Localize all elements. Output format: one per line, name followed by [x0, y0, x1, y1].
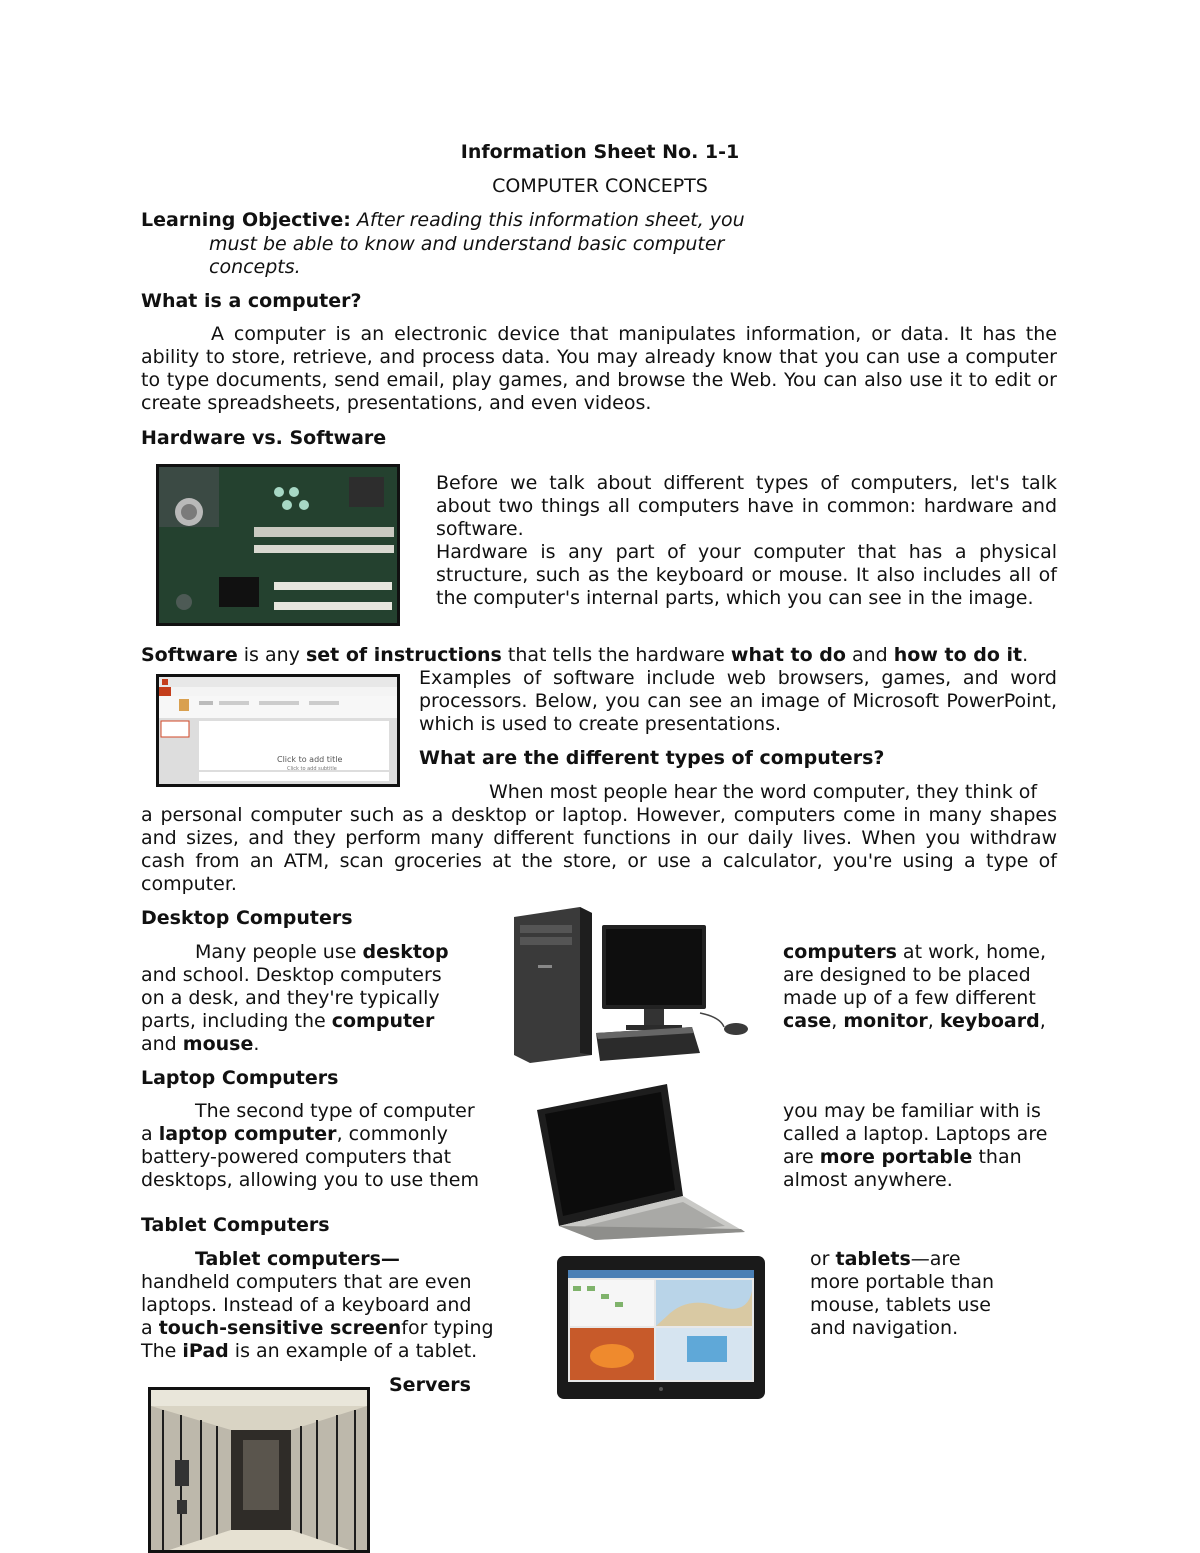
- powerpoint-image: [156, 674, 400, 787]
- hw-para1: Before we talk about different types of computers, let's talk about two things all computers have in common: hardware and software.: [436, 472, 1057, 540]
- software-text-1: is any: [237, 644, 306, 666]
- laptop-heading: Laptop Computers: [141, 1067, 339, 1089]
- desktop-r4e: keyboard: [939, 1010, 1040, 1032]
- laptop-r2: called a laptop. Laptops are: [783, 1123, 1048, 1145]
- types-paragraph: a personal computer such as a desktop or laptop. However, computers come in many shapes and sizes, and they perform many different functions in our daily lives. When you withdraw cash from an ATM, scan groceries at the store, or use a calculator, you're using a type of computer.: [141, 804, 1057, 895]
- desktop-l1b: desktop: [362, 941, 449, 963]
- laptop-r3a: are: [783, 1146, 820, 1168]
- desktop-l5c: .: [253, 1033, 260, 1055]
- software-definition: [141, 644, 1057, 667]
- laptop-left-text: [141, 1100, 511, 1192]
- tablet-r3: mouse, tablets use: [810, 1294, 991, 1316]
- laptop-image: [535, 1082, 750, 1240]
- what-is-paragraph: A computer is an electronic device that manipulates information, or data. It has the ability to store, retrieve, and process data. You may already know that you can use a computer to type documents, send email, play games, and browse the Web. You can also use it to edit or create spreadsheets, presentations, and even videos.: [141, 323, 1057, 414]
- software-text-3: and: [845, 644, 894, 666]
- how-to-do-it: how to do it: [893, 644, 1023, 666]
- tablet-image: [557, 1256, 765, 1399]
- desktop-r2: are designed to be placed: [783, 964, 1031, 986]
- tablet-r1c: —are: [910, 1248, 961, 1270]
- desktop-r4a: case: [783, 1010, 832, 1032]
- objective-line2: must be able to know and understand basic computer: [209, 233, 725, 255]
- tablet-l5b: iPad: [182, 1340, 229, 1362]
- laptop-r3b: more portable: [819, 1146, 973, 1168]
- tablet-l3: laptops. Instead of a keyboard and: [141, 1294, 472, 1316]
- objective-line1: After reading this information sheet, you: [356, 209, 745, 231]
- laptop-right-text: [783, 1100, 1073, 1192]
- what-to-do: what to do: [730, 644, 846, 666]
- server-image: [148, 1387, 370, 1553]
- tablet-r2: more portable than: [810, 1271, 995, 1293]
- tablet-r4: and navigation.: [810, 1317, 959, 1339]
- desktop-r4b: ,: [831, 1010, 844, 1032]
- types-line1: When most people hear the word computer, they think of: [489, 781, 1038, 803]
- desktop-l2: and school. Desktop computers: [141, 964, 442, 986]
- tablet-right-text: [810, 1248, 1080, 1340]
- tablet-left-text: [141, 1248, 521, 1363]
- tablet-l5c: is an example of a tablet.: [228, 1340, 478, 1362]
- desktop-r3: made up of a few different: [783, 987, 1036, 1009]
- desktop-l4b: computer: [331, 1010, 435, 1032]
- desktop-l5b: mouse: [182, 1033, 254, 1055]
- what-is-heading: What is a computer?: [141, 290, 362, 312]
- desktop-heading: Desktop Computers: [141, 907, 353, 929]
- document-subtitle: COMPUTER CONCEPTS: [492, 175, 708, 197]
- laptop-l2b: laptop computer: [158, 1123, 337, 1145]
- desktop-l1a: Many people use: [195, 941, 363, 963]
- desktop-r4c: monitor: [843, 1010, 928, 1032]
- laptop-r3c: than: [972, 1146, 1022, 1168]
- laptop-l1: The second type of computer: [195, 1100, 475, 1122]
- tablet-r1a: or: [810, 1248, 836, 1270]
- tablet-l4c: for typing: [401, 1317, 494, 1339]
- desktop-r1a: computers: [783, 941, 897, 963]
- desktop-right-text: [783, 941, 1073, 1033]
- software-text-4: .: [1022, 644, 1029, 666]
- desktop-r4f: ,: [1039, 1010, 1046, 1032]
- desktop-l5a: and: [141, 1033, 183, 1055]
- desktop-r1b: at work, home,: [896, 941, 1047, 963]
- desktop-left-text: [141, 941, 501, 1056]
- laptop-l3: battery-powered computers that: [141, 1146, 452, 1168]
- objective-label: Learning Objective:: [141, 209, 351, 231]
- desktop-image: [510, 905, 760, 1065]
- tablet-heading: Tablet Computers: [141, 1214, 330, 1236]
- tablet-l2: handheld computers that are even: [141, 1271, 472, 1293]
- tablet-l1: Tablet computers—: [195, 1248, 400, 1270]
- desktop-l3: on a desk, and they're typically: [141, 987, 440, 1009]
- motherboard-image: [156, 464, 400, 626]
- set-of-instructions: set of instructions: [305, 644, 502, 666]
- sheet-title: Information Sheet No. 1-1: [460, 141, 740, 163]
- hw-sw-heading: Hardware vs. Software: [141, 427, 387, 449]
- hw-para2: Hardware is any part of your computer that has a physical structure, such as the keyboard or mouse. It also includes all of the computer's internal parts, which you can see in the image.: [436, 541, 1057, 609]
- types-heading: What are the different types of computers?: [419, 747, 885, 769]
- tablet-l5a: The: [141, 1340, 183, 1362]
- desktop-r4d: ,: [927, 1010, 940, 1032]
- tablet-l4b: touch-sensitive screen: [158, 1317, 402, 1339]
- tablet-l4a: a: [141, 1317, 159, 1339]
- software-word: Software: [141, 644, 238, 666]
- objective-line3: concepts.: [209, 256, 301, 278]
- laptop-r4: almost anywhere.: [783, 1169, 953, 1191]
- laptop-l2c: , commonly: [336, 1123, 448, 1145]
- ppt-title-placeholder: Click to add title: [277, 755, 343, 764]
- software-text-2: that tells the hardware: [501, 644, 731, 666]
- tablet-r1b: tablets: [835, 1248, 911, 1270]
- learning-objective: [141, 209, 821, 232]
- laptop-l2a: a: [141, 1123, 159, 1145]
- software-para: Examples of software include web browsers, games, and word processors. Below, you can see an image of Microsoft PowerPoint, which is used to create presentations.: [419, 667, 1057, 735]
- desktop-l4a: parts, including the: [141, 1010, 332, 1032]
- laptop-r1: you may be familiar with is: [783, 1100, 1041, 1122]
- ppt-subtitle-placeholder: Click to add subtitle: [287, 766, 337, 772]
- servers-heading: Servers: [389, 1374, 471, 1396]
- laptop-l4: desktops, allowing you to use them: [141, 1169, 479, 1191]
